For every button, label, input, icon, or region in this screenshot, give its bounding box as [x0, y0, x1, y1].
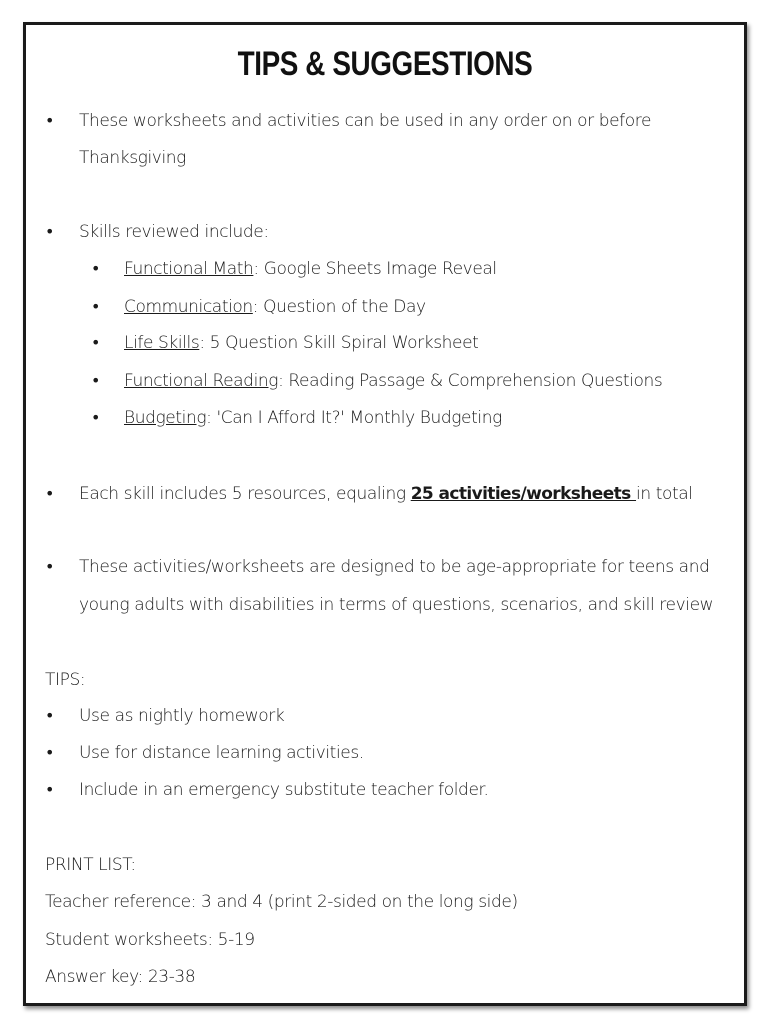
- bullet-marker: •: [45, 484, 55, 503]
- skill-item-life-skills: [124, 333, 478, 353]
- bullet-marker: •: [45, 222, 55, 241]
- skill-item-communication: [124, 297, 426, 317]
- design-text-line-1: These activities/worksheets are designed to be age-appropriate for teens and: [79, 557, 710, 577]
- skill-description: : Google Sheets Image Reveal: [253, 259, 497, 279]
- bullet-marker: •: [45, 111, 55, 130]
- sub-bullet-marker: •: [91, 408, 101, 427]
- tip-item: Use for distance learning activities.: [79, 743, 364, 763]
- page-title: TIPS & SUGGESTIONS: [237, 45, 533, 83]
- resources-text: [79, 484, 693, 504]
- skill-description: : Reading Passage & Comprehension Questions: [278, 371, 663, 391]
- tip-item: Use as nightly homework: [79, 706, 285, 726]
- skill-description: : 'Can I Afford It?' Monthly Budgeting: [206, 408, 502, 428]
- resources-post: in total: [636, 484, 693, 504]
- resources-pre: Each skill includes 5 resources, equaling: [79, 484, 411, 504]
- print-list-line: Student worksheets: 5-19: [45, 930, 255, 950]
- skill-item-functional-math: [124, 259, 497, 279]
- sub-bullet-marker: •: [91, 371, 101, 390]
- bullet-marker: •: [45, 780, 55, 799]
- bullet-marker: •: [45, 706, 55, 725]
- bullet-marker: •: [45, 557, 55, 576]
- skill-description: : 5 Question Skill Spiral Worksheet: [199, 333, 479, 353]
- tip-item: Include in an emergency substitute teacher folder.: [79, 780, 489, 800]
- sub-bullet-marker: •: [91, 297, 101, 316]
- sub-bullet-marker: •: [91, 333, 101, 352]
- document-page: [23, 22, 747, 1006]
- skill-name: Functional Reading: [124, 371, 279, 391]
- tips-heading: TIPS:: [45, 670, 86, 690]
- skill-item-functional-reading: [124, 371, 662, 391]
- skill-name: Communication: [124, 297, 253, 317]
- design-text-line-2: young adults with disabilities in terms of questions, scenarios, and skill review: [79, 595, 714, 615]
- skills-intro: Skills reviewed include:: [79, 222, 269, 242]
- skill-description: : Question of the Day: [252, 297, 426, 317]
- skill-name: Life Skills: [124, 333, 200, 353]
- print-list-heading: PRINT LIST:: [45, 855, 136, 875]
- skill-item-budgeting: [124, 408, 502, 428]
- intro-text-line-2: Thanksgiving: [79, 148, 186, 168]
- print-list-line: Answer key: 23-38: [45, 967, 196, 987]
- intro-text-line-1: These worksheets and activities can be used in any order on or before: [79, 111, 652, 131]
- skill-name: Functional Math: [124, 259, 254, 279]
- print-list-line: Teacher reference: 3 and 4 (print 2-sided on the long side): [45, 892, 518, 912]
- bullet-marker: •: [45, 743, 55, 762]
- sub-bullet-marker: •: [91, 259, 101, 278]
- resources-emphasis: 25 activities/worksheets: [410, 484, 637, 504]
- skill-name: Budgeting: [124, 408, 207, 428]
